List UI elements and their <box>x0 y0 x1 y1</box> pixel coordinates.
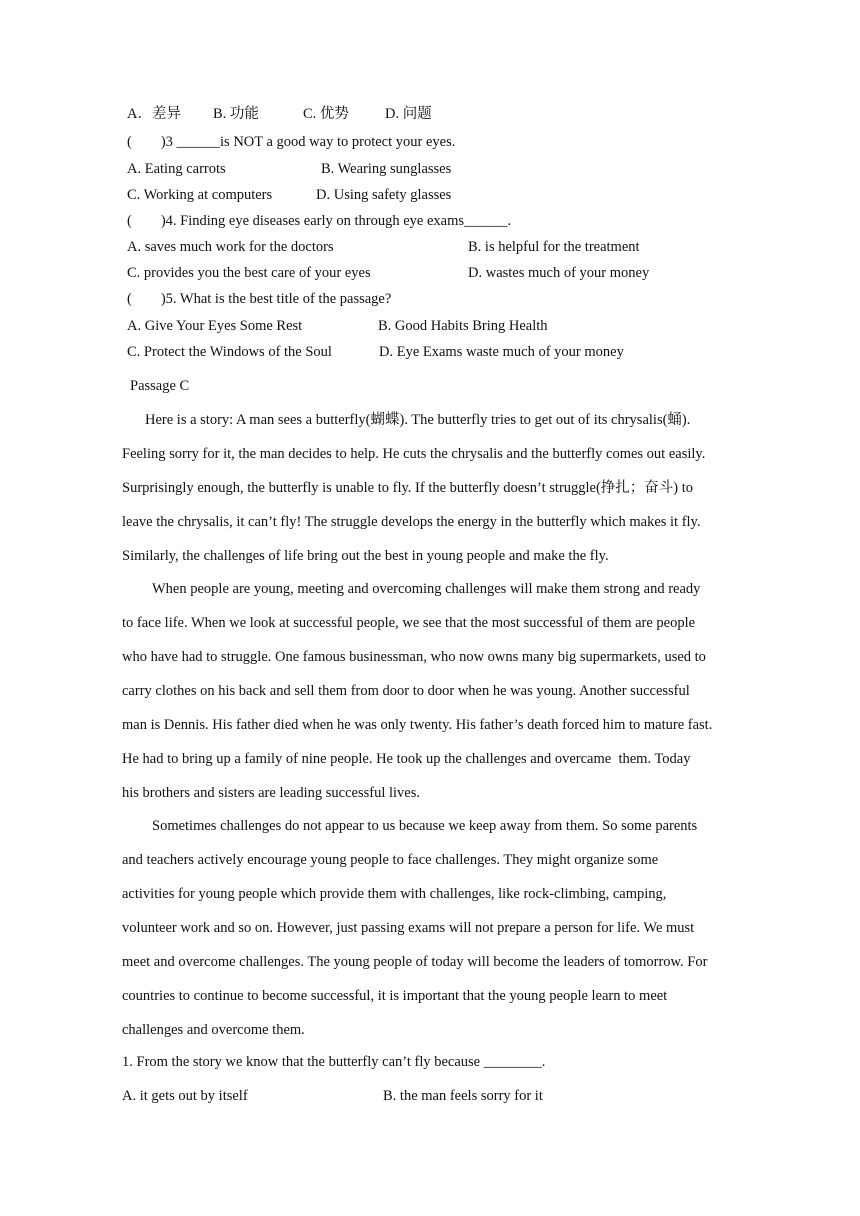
q3-option-a: A. Eating carrots <box>127 161 226 177</box>
q3-stem: ( )3 ______is NOT a good way to protect your eyes. <box>127 134 456 150</box>
q4-option-b: B. is helpful for the treatment <box>468 239 640 255</box>
paragraph-line: to face life. When we look at successful people, we see that the most successful of them are people <box>122 615 696 631</box>
q5-option-a: A. Give Your Eyes Some Rest <box>127 318 303 334</box>
paragraph-line: Surprisingly enough, the butterfly is unable to fly. If the butterfly doesn’t struggle(挣扎；奋斗) to <box>122 480 694 496</box>
paragraph-line: man is Dennis. His father died when he was only twenty. His father’s death forced him to mature fast. <box>122 717 713 733</box>
q5-stem: ( )5. What is the best title of the passage? <box>127 291 392 307</box>
paragraph-line: carry clothes on his back and sell them from door to door when he was young. Another successful <box>122 683 690 699</box>
pc-q1-option-a: A. it gets out by itself <box>122 1088 248 1104</box>
paragraph-line: Feeling sorry for it, the man decides to help. He cuts the chrysalis and the butterfly comes out easily. <box>122 446 706 462</box>
paragraph-line: activities for young people which provide them with challenges, like rock-climbing, camping, <box>122 886 667 902</box>
q4-option-a: A. saves much work for the doctors <box>127 239 334 255</box>
q5-option-d: D. Eye Exams waste much of your money <box>379 344 624 360</box>
q2-option-d: D. 问题 <box>385 106 432 122</box>
pc-q1-option-b: B. the man feels sorry for it <box>383 1088 543 1104</box>
paragraph-line: countries to continue to become successful, it is important that the young people learn to meet <box>122 988 668 1004</box>
paragraph-line: meet and overcome challenges. The young people of today will become the leaders of tomorrow. For <box>122 954 708 970</box>
paragraph-line: his brothers and sisters are leading successful lives. <box>122 785 420 801</box>
paragraph-line: When people are young, meeting and overcoming challenges will make them strong and ready <box>152 581 701 597</box>
paragraph-line: who have had to struggle. One famous businessman, who now owns many big supermarkets, used to <box>122 649 706 665</box>
q4-option-d: D. wastes much of your money <box>468 265 650 281</box>
paragraph-line: He had to bring up a family of nine people. He took up the challenges and overcame them. Today <box>122 751 691 767</box>
paragraph-line: Similarly, the challenges of life bring out the best in young people and make the fly. <box>122 548 609 564</box>
pc-q1-stem: 1. From the story we know that the butterfly can’t fly because ________. <box>122 1054 546 1070</box>
q4-stem: ( )4. Finding eye diseases early on through eye exams______. <box>127 213 512 229</box>
paragraph-line: volunteer work and so on. However, just passing exams will not prepare a person for life. We must <box>122 920 695 936</box>
paragraph-line: Here is a story: A man sees a butterfly(蝴蝶). The butterfly tries to get out of its chrysalis(蛹). <box>145 412 691 428</box>
q3-option-d: D. Using safety glasses <box>316 187 452 203</box>
q2-option-b: B. 功能 <box>213 106 259 122</box>
paragraph-line: Sometimes challenges do not appear to us because we keep away from them. So some parents <box>152 818 698 834</box>
q2-option-a: A．差异 <box>127 106 181 122</box>
q5-option-c: C. Protect the Windows of the Soul <box>127 344 332 360</box>
paragraph-line: and teachers actively encourage young people to face challenges. They might organize some <box>122 852 659 868</box>
q3-option-b: B. Wearing sunglasses <box>321 161 452 177</box>
paragraph-line: leave the chrysalis, it can’t fly! The struggle develops the energy in the butterfly which makes it fly. <box>122 514 701 530</box>
passage-c-heading: Passage C <box>130 378 190 394</box>
q4-option-c: C. provides you the best care of your eyes <box>127 265 371 281</box>
q5-option-b: B. Good Habits Bring Health <box>378 318 548 334</box>
q3-option-c: C. Working at computers <box>127 187 273 203</box>
q2-option-c: C. 优势 <box>303 106 349 122</box>
paragraph-line: challenges and overcome them. <box>122 1022 305 1038</box>
